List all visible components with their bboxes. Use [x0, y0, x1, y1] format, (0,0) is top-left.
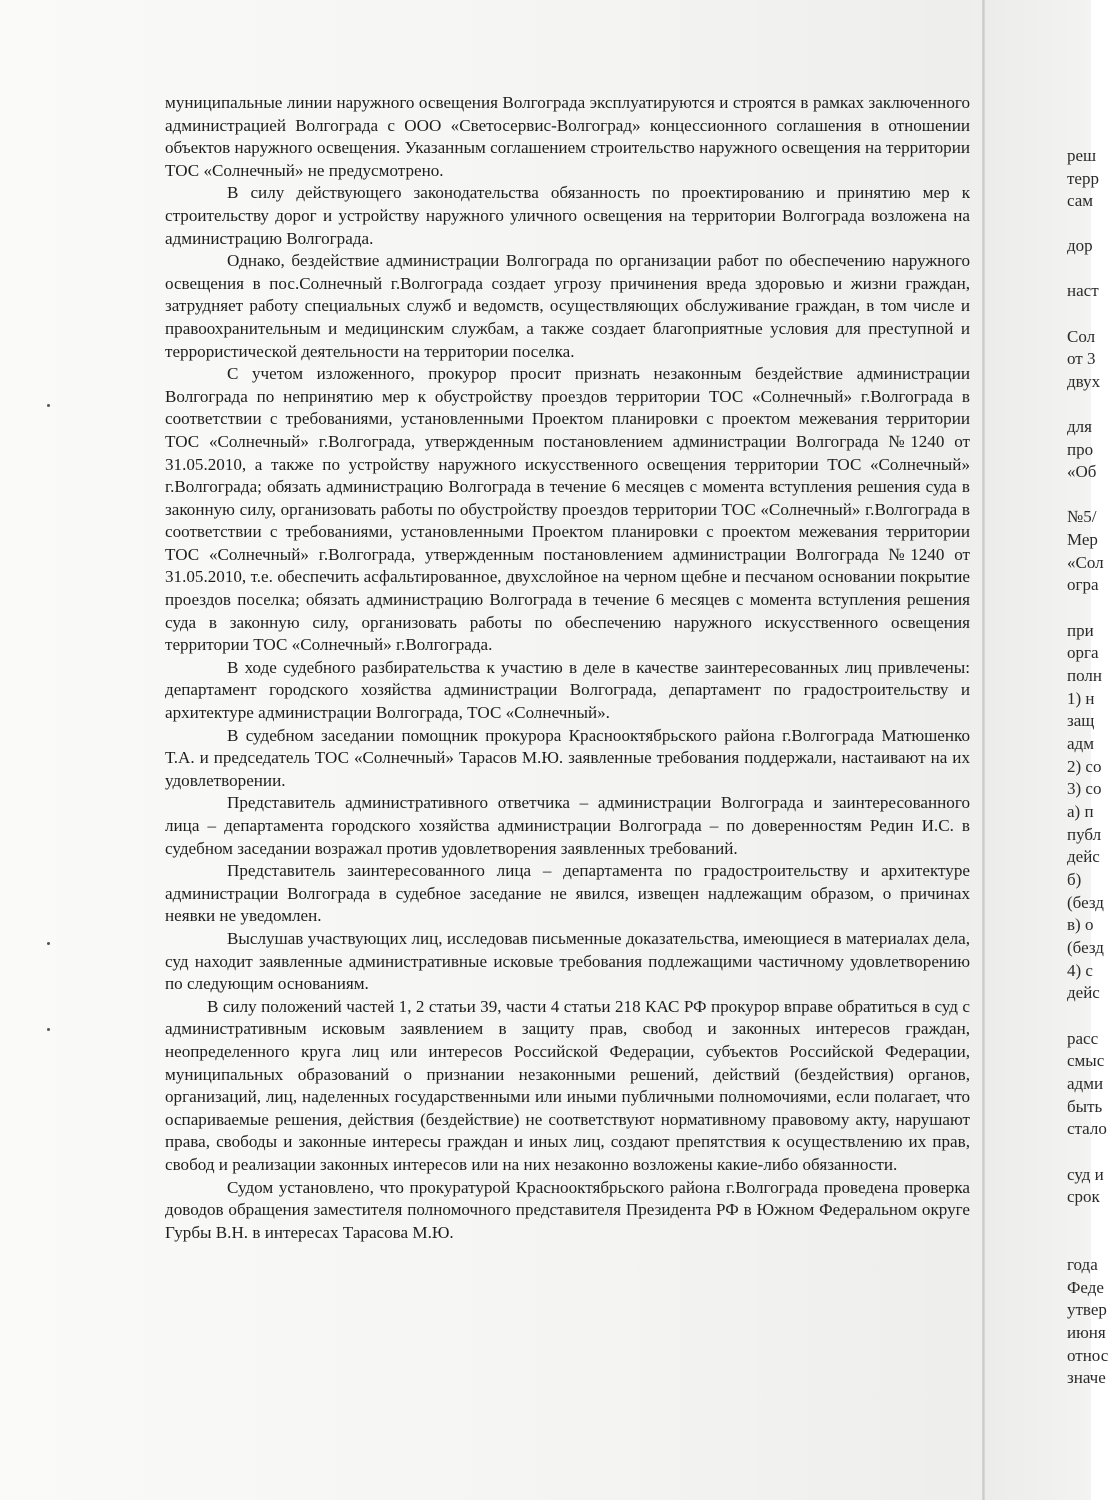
edge-fragment: про [1067, 440, 1094, 459]
edge-fragment: 4) с [1067, 961, 1093, 980]
paragraph: В ходе судебного разбирательства к участию в деле в качестве заинтересованных лиц привлечены: департамент городского хозяйства администрации Волгограда, департамент по градостроительству и архитектуре администрации Волгограда, ТОС «Солнечный». [165, 657, 970, 723]
edge-fragment: №5/ [1067, 507, 1097, 526]
edge-fragment: орга [1067, 643, 1099, 662]
edge-fragment: для [1067, 417, 1092, 436]
edge-fragment: дейс [1067, 847, 1100, 866]
edge-fragment: адми [1067, 1074, 1104, 1093]
edge-fragment: суд и [1067, 1165, 1104, 1184]
edge-fragment: сам [1067, 191, 1094, 210]
edge-fragment: в) о [1067, 915, 1094, 934]
paragraph: муниципальные линии наружного освещения Волгограда эксплуатируются и строятся в рамках заключенного администрацией Волгограда с ООО «Светосервис-Волгоград» концессионного соглашения в отношении объектов наружного освещения. Указанным соглашением строительство наружного освещения на территории ТОС «Солнечный» не предусмотрено. [165, 93, 970, 180]
edge-fragment: Феде [1067, 1278, 1104, 1297]
edge-fragment: публ [1067, 825, 1102, 844]
edge-fragment: значе [1067, 1368, 1106, 1387]
scan-speck [47, 942, 50, 945]
edge-fragment: смыс [1067, 1051, 1105, 1070]
edge-fragment: наст [1067, 281, 1099, 300]
scan-speck [47, 1028, 50, 1031]
edge-fragment: расс [1067, 1029, 1099, 1048]
edge-fragment: дор [1067, 236, 1093, 255]
scan-speck [47, 404, 50, 407]
edge-fragment: утвер [1067, 1300, 1107, 1319]
edge-fragment: а) п [1067, 802, 1094, 821]
edge-fragment: б) [1067, 870, 1082, 889]
edge-fragment: относ [1067, 1346, 1108, 1365]
edge-fragment: (безд [1067, 938, 1104, 957]
paragraph: В судебном заседании помощник прокурора Краснооктябрьского района г.Волгограда Матюшенко Т.А. и председатель ТОС «Солнечный» Тарасов М.Ю. заявленные требования поддержали, настаивают на их удовлетворении. [165, 725, 970, 790]
edge-fragment: Мер [1067, 530, 1098, 549]
edge-fragment: огра [1067, 575, 1099, 594]
edge-fragment: Сол [1067, 327, 1096, 346]
edge-fragment: 1) н [1067, 689, 1095, 708]
edge-fragment: срок [1067, 1187, 1100, 1206]
paragraph: В силу действующего законодательства обязанность по проектированию и принятию мер к строительству дорог и устройству наружного уличного освещения на территории Волгограда возложена на администрацию Волгограда. [165, 183, 970, 248]
paragraph: В силу положений частей 1, 2 статьи 39, части 4 статьи 218 КАС РФ прокурор вправе обратиться в суд с административным исковым заявлением в защиту прав, свобод и законных интересов граждан, неопределенного круга лиц или интересов Российской Федерации, субъектов Российской Федерации, муниципальных образований о признании незаконными решений, действий (бездействия) органов, организаций, лиц, наделенных государственными или иными публичными полномочиями, если полагает, что оспариваемые решения, действия (бездействие) не соответствуют нормативному правовому акту, нарушают права, свободы и законные интересы граждан и иных лиц, создают препятствия к осуществлению их прав, свобод и реализации законных интересов или на них незаконно возложены какие-либо обязанности. [165, 996, 970, 1174]
edge-fragment: 2) со [1067, 757, 1102, 776]
edge-fragment: стало [1067, 1119, 1107, 1138]
edge-fragment: «Об [1067, 462, 1097, 481]
edge-fragment: двух [1067, 372, 1101, 391]
edge-fragment: дейс [1067, 983, 1100, 1002]
edge-fragment: «Сол [1067, 553, 1104, 572]
edge-fragment: защ [1067, 711, 1095, 730]
edge-fragment: адм [1067, 734, 1094, 753]
paragraph: Представитель заинтересованного лица – департамента по градостроительству и архитектуре администрации Волгограда в судебное заседание не явился, извещен надлежащим образом, о причинах неявки не уведомлен. [165, 861, 970, 926]
adjacent-page-edge [985, 0, 1108, 1500]
edge-fragment: быть [1067, 1097, 1103, 1116]
edge-fragment: при [1067, 621, 1094, 640]
edge-fragment: 3) со [1067, 779, 1102, 798]
edge-fragment: июня [1067, 1323, 1106, 1342]
edge-fragment: терр [1067, 169, 1099, 188]
document-body [165, 92, 970, 1244]
edge-fragment: года [1067, 1255, 1098, 1274]
edge-fragment: реш [1067, 146, 1097, 165]
edge-fragment: (безд [1067, 893, 1104, 912]
paragraph: Представитель административного ответчика – администрации Волгограда и заинтересованного лица – департамента городского хозяйства администрации Волгограда – по доверенностям Редин И.С. в судебном заседании возражал против удовлетворения заявленных требований. [165, 793, 970, 858]
paragraph: Выслушав участвующих лиц, исследовав письменные доказательства, имеющиеся в материалах дела, суд находит заявленные административные исковые требования подлежащими частичному удовлетворению по следующим основаниям. [165, 928, 970, 994]
paragraph: Однако, бездействие администрации Волгограда по организации работ по обеспечению наружного освещения в пос.Солнечный г.Волгограда создает угрозу причинения вреда здоровью и жизни граждан, затрудняет работу специальных служб и ведомств, осуществляющих обслуживание граждан, в том числе и правоохранительным и медицинским службам, а также создает благоприятные условия для преступной и террористической деятельности на территории поселка. [165, 251, 970, 361]
edge-fragment: от 3 [1067, 349, 1096, 368]
paragraph: Судом установлено, что прокуратурой Краснооктябрьского района г.Волгограда проведена проверка доводов обращения заместителя полномочного представителя Президента РФ в Южном Федеральном округе Гурбы В.Н. в интересах Тарасова М.Ю. [165, 1177, 970, 1242]
paragraph: С учетом изложенного, прокурор просит признать незаконным бездействие администрации Волгограда по непринятию мер к обустройству проездов территории ТОС «Солнечный» г.Волгограда в соответствии с требованиями, установленными Проектом планировки с проектом межевания территории ТОС «Солнечный» г.Волгограда, утвержденным постановлением администрации Волгограда №1240 от 31.05.2010, а также по устройству наружного искусственного освещения территории ТОС «Солнечный» г.Волгограда; обязать администрацию Волгограда в течение 6 месяцев с момента вступления решения суда в законную силу, организовать работы по обустройству проездов территории ТОС «Солнечный» г.Волгограда в соответствии с требованиями, установленными Проектом планировки с проектом межевания территории ТОС «Солнечный» г.Волгограда, утвержденным постановлением администрации Волгограда №1240 от 31.05.2010, т.е. обеспечить асфальтированное, двухслойное на черном щебне и песчаном основании покрытие проездов поселка; обязать администрацию Волгограда в течение 6 месяцев с момента вступления решения суда в законную силу, организовать работы по обеспечению наружного искусственного освещения территории ТОС «Солнечный» г.Волгограда. [165, 364, 970, 655]
edge-fragment: полн [1067, 666, 1102, 685]
